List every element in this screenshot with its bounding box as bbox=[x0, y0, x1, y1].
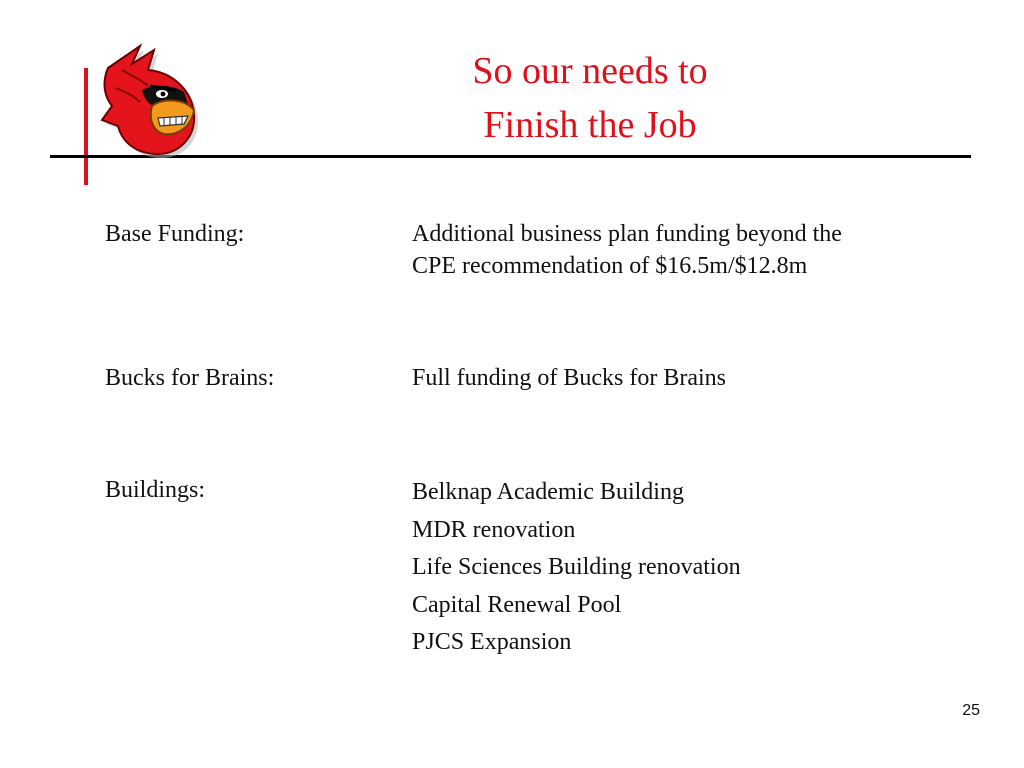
page-number: 25 bbox=[962, 702, 980, 719]
needs-value-line: PJCS Expansion bbox=[412, 629, 572, 655]
needs-value-line: Additional business plan funding beyond the bbox=[412, 221, 842, 247]
needs-value-line: MDR renovation bbox=[412, 516, 576, 543]
needs-value-line: Capital Renewal Pool bbox=[412, 591, 622, 618]
slide-title-line-2: Finish the Job bbox=[483, 104, 697, 146]
needs-row-label: Buildings: bbox=[105, 477, 206, 503]
needs-row-label: Base Funding: bbox=[105, 221, 245, 247]
slide-title-line-1: So our needs to bbox=[472, 50, 708, 92]
slide-title bbox=[380, 44, 800, 152]
needs-row-value bbox=[412, 362, 932, 394]
needs-value-line: CPE recommendation of $16.5m/$12.8m bbox=[412, 253, 808, 279]
needs-value-line: Belknap Academic Building bbox=[412, 479, 684, 505]
needs-value-line: Full funding of Bucks for Brains bbox=[412, 365, 726, 391]
cardinal-head-icon bbox=[88, 40, 206, 158]
needs-row-value bbox=[412, 218, 932, 282]
needs-value-line: Life Sciences Building renovation bbox=[412, 554, 741, 580]
needs-row-label: Bucks for Brains: bbox=[105, 365, 275, 391]
needs-row-value bbox=[412, 474, 932, 662]
